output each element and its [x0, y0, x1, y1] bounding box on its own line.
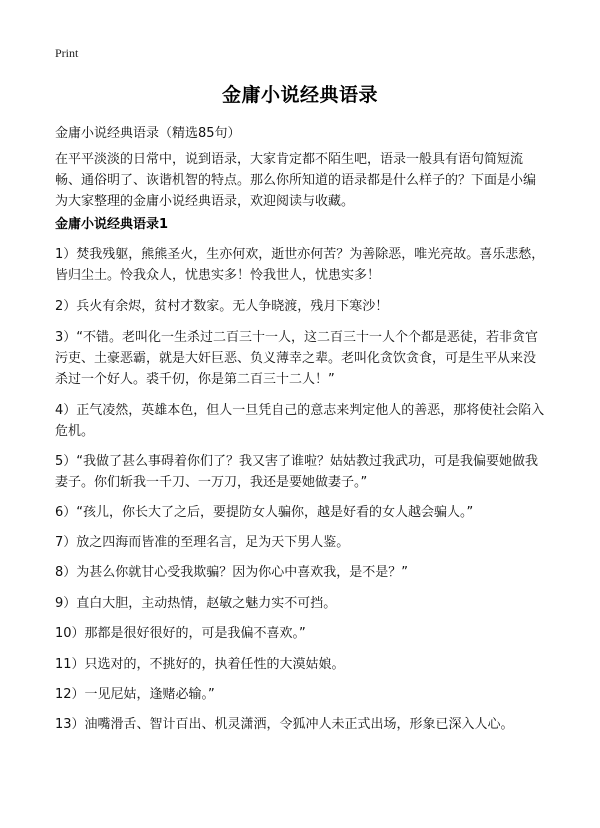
quote-item-2: 2）兵火有余烬，贫村才数家。无人争晓渡，残月下寒沙！ — [55, 299, 389, 314]
section-heading: 金庸小说经典语录1 — [55, 217, 169, 232]
quote-item-1: 1）焚我残躯，熊熊圣火，生亦何欢，逝世亦何苦？为善除恶，唯光亮故。喜乐悲愁，皆归尘土。怜我众人，忧患实多！怜我世人，忧患实多！ — [55, 247, 545, 283]
quote-item-7: 7）放之四海而皆准的至理名言，足为天下男人鉴。 — [55, 535, 350, 550]
intro-paragraph: 在平平淡淡的日常中，说到语录，大家肯定都不陌生吧，语录一般具有语句简短流畅、通俗明了、诙谐机智的特点。那么你所知道的语录都是什么样子的？下面是小编为大家整理的金庸小说经典语录，欢迎阅读与收藏。 — [55, 152, 537, 209]
quote-item-3: 3）“不错。老叫化一生杀过二百三十一人，这二百三十一人个个都是恶徒，若非贪官污吏、土豪恶霸，就是大奸巨恶、负义薄幸之辈。老叫化贪饮贪食，可是生平从来没杀过一个好人。裘千仞，你是第二百三十二人！” — [55, 330, 539, 387]
page-title: 金庸小说经典语录 — [221, 84, 378, 106]
quote-item-10: 10）那都是很好很好的，可是我偏不喜欢。” — [55, 626, 306, 641]
print-link[interactable]: Print — [55, 46, 79, 60]
quote-item-13: 13）油嘴滑舌、智计百出、机灵潇洒，令狐冲人未正式出场，形象已深入人心。 — [55, 717, 514, 732]
quote-item-6: 6）“孩儿，你长大了之后，要提防女人骗你，越是好看的女人越会骗人。” — [55, 505, 474, 520]
quote-item-9: 9）直白大胆，主动热情，赵敏之魅力实不可挡。 — [55, 596, 337, 611]
quote-item-4: 4）正气凌然，英雄本色，但人一旦凭自己的意志来判定他人的善恶，那将使社会陷入危机。 — [55, 403, 545, 439]
quote-item-5: 5）“我做了甚么事碍着你们了？我又害了谁啦？姑姑教过我武功，可是我偏要她做我妻子。你们斩我一千刀、一万刀，我还是要她做妻子。” — [55, 454, 539, 490]
quote-item-8: 8）为甚么你就甘心受我欺骗？因为你心中喜欢我，是不是？” — [55, 565, 409, 580]
quote-item-11: 11）只选对的，不挑好的，执着任性的大漠姑娘。 — [55, 657, 345, 672]
subtitle: 金庸小说经典语录（精选85句） — [55, 126, 241, 141]
quote-item-12: 12）一见尼姑，逢赌必输。” — [55, 687, 215, 702]
